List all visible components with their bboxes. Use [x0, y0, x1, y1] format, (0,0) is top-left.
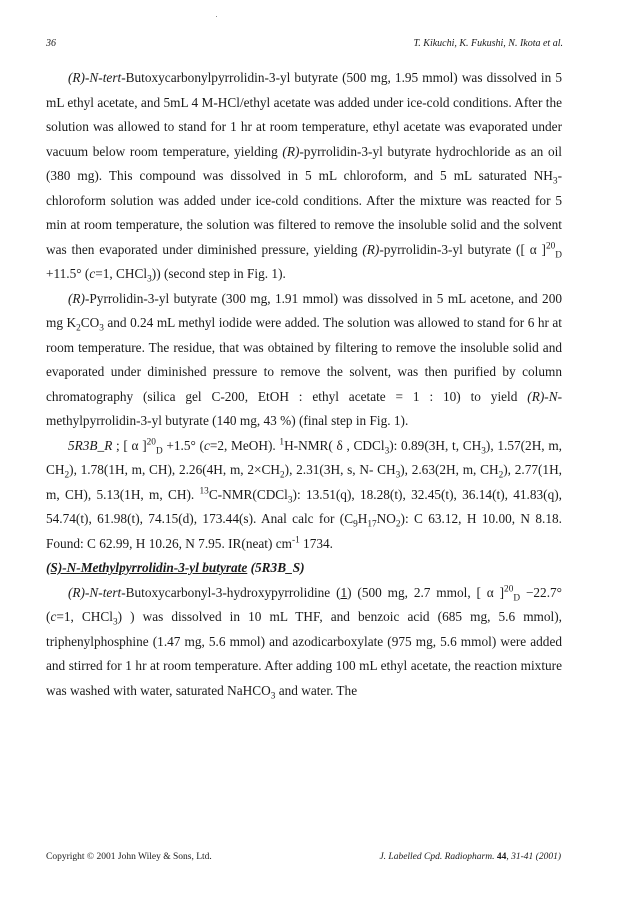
text-run: -pyrrolidin-3-yl butyrate ([ α ]: [379, 241, 546, 257]
subscript: 2: [64, 470, 70, 481]
text-run: ) (500 mg, 2.7 mmol, [ α ]: [347, 584, 505, 600]
page-header: [46, 38, 563, 52]
subheading-code: (5R3B_S): [247, 560, 305, 575]
hyphen: -: [84, 584, 90, 600]
text-run: -pyrrolidin-3-yl butyrate hydrochloride as an oil (380 mg). This compound was dissolved in 5 mL chloroform, and 5 mL saturated NH: [46, 143, 562, 183]
text-run: −22.7° (: [46, 584, 563, 624]
text-run: +11.5° (: [46, 266, 90, 281]
text-run: and 0.24 mL methyl iodide were added. The solution was allowed to stand for 6 hr at room temperature. The residue, that was obtained by filtering to remove the insoluble solid and evaporated under diminished pressure to remove the solvent, was then purified by column chromatography (silica gel C-200, EtOH : ethyl acetate = 1 : 10) to yield: [46, 315, 562, 404]
text-run: ): 0.89(3H, t, CH: [389, 437, 482, 453]
journal-citation: [379, 852, 561, 862]
stereo-descriptor: (R): [527, 388, 545, 404]
page-number: 36: [46, 38, 56, 49]
subscript: 2: [279, 470, 285, 481]
stereo-descriptor: (R): [282, 143, 300, 159]
text-run: =1, CHCl: [56, 609, 113, 624]
compound-number: 1: [340, 584, 348, 600]
stereo-descriptor: (R): [362, 241, 380, 257]
text-run: H: [357, 511, 368, 526]
subscript: 17: [367, 519, 377, 530]
superscript: 20: [146, 437, 156, 448]
text-run: ) ) was dissolved in 10 mL THF, and benzoic acid (685 mg, 5.6 mmol), triphenylphosphine (1.47 mg, 5.6 mmol) and azodicarboxylate (975 mg, 5.6 mmol) were added and stirred for 1 hr at room temperature. After adding 100 mL ethyl acetate, the reaction mixture was washed with water, saturated NaHCO: [46, 609, 562, 698]
text-run: +1.5° (: [162, 437, 204, 453]
text-run: CO: [80, 315, 100, 330]
journal-name: J. Labelled Cpd. Radiopharm.: [379, 852, 495, 862]
subscript: 2: [395, 519, 401, 530]
superscript: 13: [199, 486, 209, 497]
paragraph-deprotection: [46, 66, 562, 287]
subscript: 3: [99, 323, 104, 334]
page-footer: [46, 852, 561, 866]
nitrogen-locant: N: [89, 70, 99, 85]
scan-speck: [216, 16, 217, 17]
article-body: [46, 66, 562, 703]
concentration-symbol: c: [89, 266, 96, 281]
text-run: was dissolved in 5 mL ethyl acetate, and 5mL 4 M-HCl/ethyl acetate was added under ice-cold conditions. After the solution was allowed to stand for 1 hr at room temperature, ethyl acetate was evaporated under vacuum below room temperature, yielding: [46, 70, 562, 159]
text-run: =1, CHCl: [95, 266, 148, 281]
running-head: T. Kikuchi, K. Fukushi, N. Ikota et al.: [413, 38, 563, 49]
subscript: D: [155, 446, 163, 457]
tert-prefix: tert: [102, 70, 122, 85]
tert-prefix: tert: [102, 584, 122, 600]
subscript: 3: [384, 446, 390, 457]
subscript: 3: [270, 691, 276, 702]
text-run: H-NMR( δ , CDCl: [284, 437, 385, 453]
subscript: 9: [353, 519, 358, 530]
subscript: 3: [287, 495, 293, 506]
subscript: D: [513, 593, 521, 604]
superscript: 20: [504, 584, 514, 595]
text-run: -Pyrrolidin-3-yl butyrate (300 mg, 1.91 mmol) was dissolved in 5 mL acetone, and 200 mg K: [46, 290, 562, 330]
text-run: and water. The: [275, 682, 358, 698]
hyphen: -: [84, 70, 90, 85]
text-run: -Butoxycarbonyl-3-hydroxypyrrolidine (: [121, 584, 341, 600]
text-run: )) (second step in Fig. 1).: [151, 266, 286, 281]
paragraph-mitsunobu: [46, 581, 562, 704]
subscript: 3: [395, 470, 401, 481]
text-run: NO: [376, 511, 396, 526]
concentration-symbol: c: [203, 437, 210, 453]
text-run: ): C 63.12, H 10.00, N 8.18. Found: C 62.99, H 10.26, N 7.95. IR(neat) cm: [46, 511, 562, 551]
text-run: ), 1.78(1H, m, CH), 2.26(4H, m, 2×CH: [69, 462, 280, 477]
superscript: 1: [279, 437, 285, 448]
stereo-descriptor: (R): [68, 70, 85, 85]
text-run: -chloroform solution was added under ice-cold conditions. After the mixture was reacted for 5 min at room temperature, the solution was filtered to remove the insoluble solid and the solvent was then evaporated under diminished pressure, yielding: [46, 168, 562, 257]
superscript: 20: [545, 241, 556, 252]
superscript: -1: [291, 535, 300, 546]
hyphen: -: [98, 70, 103, 85]
subscript: 2: [76, 323, 81, 334]
text-run: ): 13.51(q), 18.28(t), 32.45(t), 36.14(t), 41.83(q), 54.74(t), 61.98(t), 74.15(d), 173.44(s). Anal calc for (C: [46, 486, 562, 526]
text-run: -methylpyrrolidin-3-yl butyrate (140 mg, 43 %) (final step in Fig. 1).: [46, 388, 562, 428]
copyright-notice: Copyright © 2001 John Wiley & Sons, Ltd.: [46, 852, 212, 862]
text-run: ; [ α ]: [112, 437, 147, 453]
subscript: 3: [481, 446, 486, 457]
text-run: =2, MeOH).: [209, 437, 280, 453]
nitrogen-locant: N: [548, 388, 558, 404]
text-run: ), 2.63(2H, m, CH: [400, 462, 499, 477]
subscript: 3: [552, 176, 558, 187]
subscript: 3: [147, 274, 152, 285]
subscript: D: [555, 250, 562, 261]
section-subheading: [46, 556, 562, 581]
text-run: C-NMR(CDCl: [208, 486, 288, 502]
concentration-symbol: c: [50, 609, 57, 624]
text-run: 1734.: [299, 535, 333, 551]
subheading-compound: (S)-N-Methylpyrrolidin-3-yl butyrate: [46, 560, 248, 575]
subscript: 3: [112, 617, 118, 628]
hyphen: -: [98, 584, 103, 600]
text-run: ), 2.77(1H, m, CH), 5.13(1H, m, CH).: [46, 462, 563, 502]
journal-volume: 44: [496, 852, 507, 862]
text-run: ), 2.31(3H, s, N- CH: [284, 462, 396, 477]
subscript: 2: [498, 470, 504, 481]
stereo-descriptor: (R): [68, 584, 85, 600]
compound-code: 5R3B_R: [68, 437, 113, 453]
nitrogen-locant: N: [89, 584, 99, 600]
journal-pages: , 31-41 (2001): [506, 852, 561, 862]
paragraph-methylation: [46, 287, 562, 434]
text-run: ), 1.57(2H, m, CH: [46, 437, 562, 477]
text-run: -Butoxycarbonylpyrrolidin-3-yl butyrate (500 mg, 1.95 mmol): [121, 70, 462, 85]
stereo-descriptor: (R): [68, 290, 85, 306]
hyphen: -: [544, 388, 549, 404]
paragraph-characterization: [46, 434, 562, 557]
